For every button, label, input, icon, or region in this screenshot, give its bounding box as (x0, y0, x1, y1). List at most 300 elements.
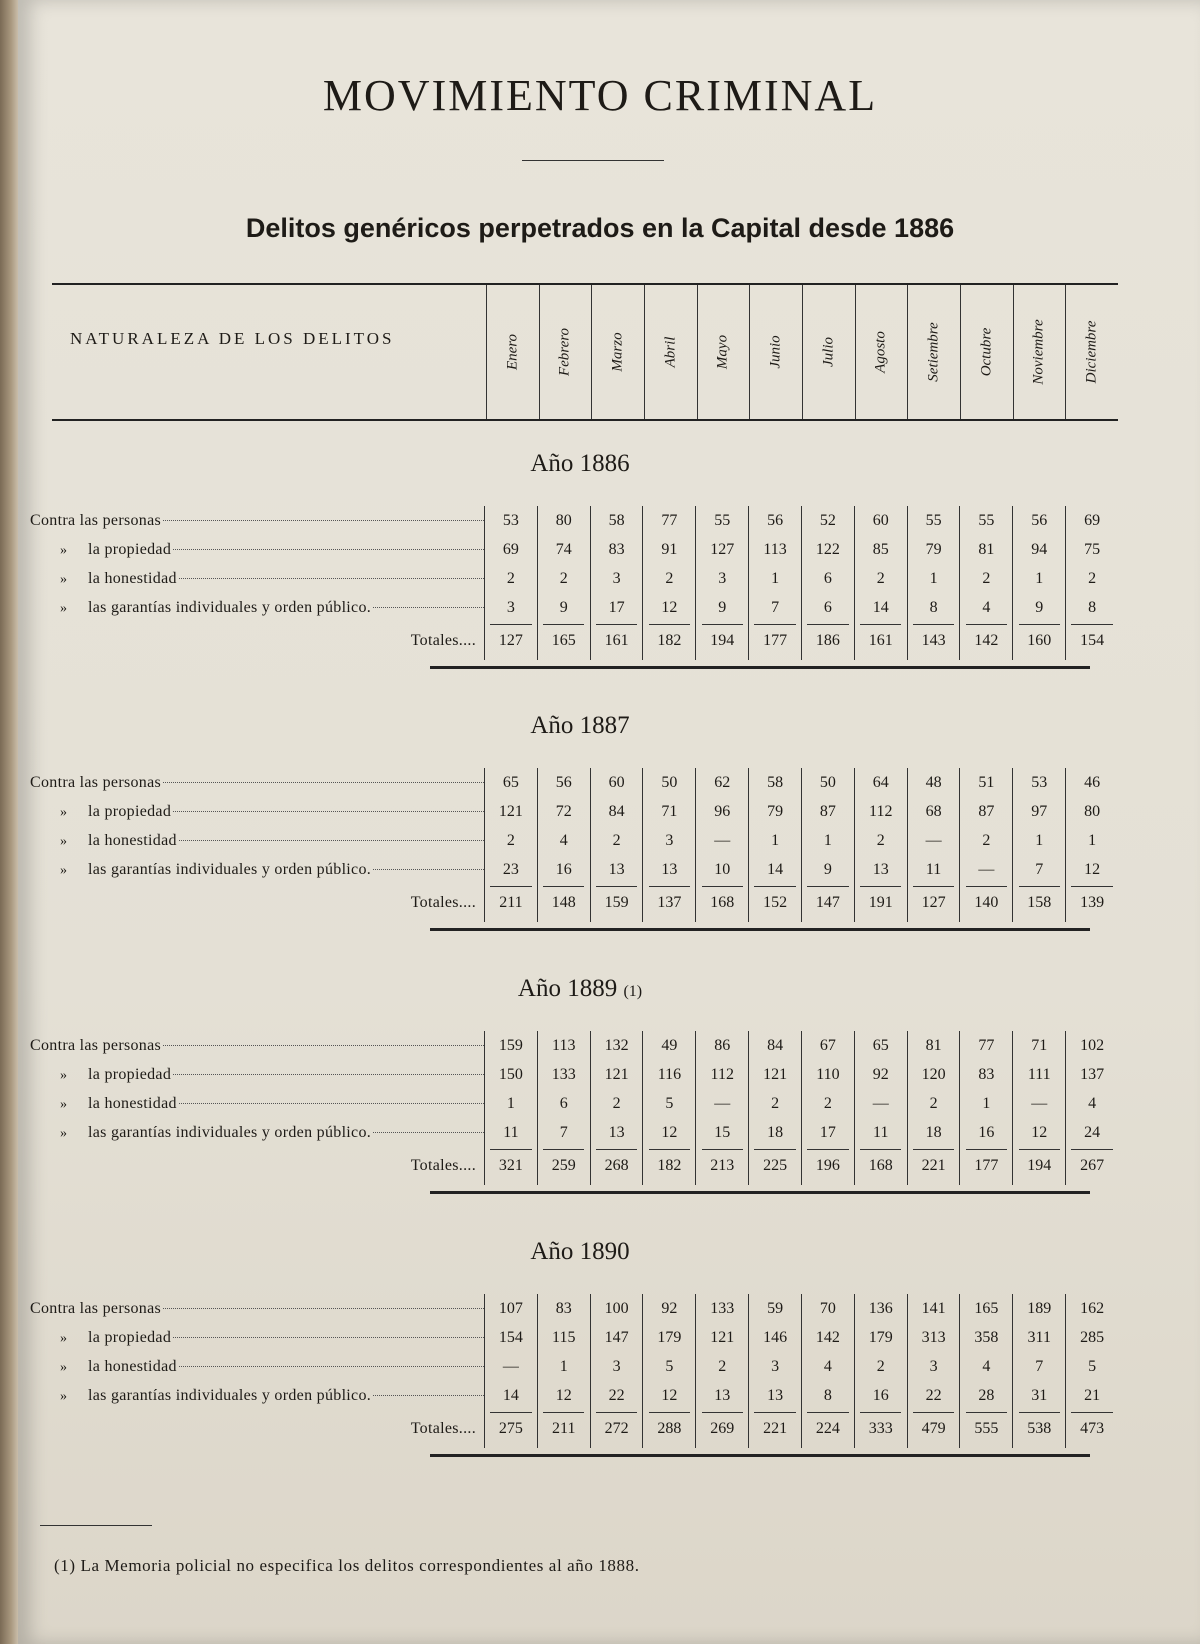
table-cell: 121 (695, 1323, 748, 1352)
table-cell: 24 (1065, 1118, 1118, 1147)
table-cell: 102 (1065, 1031, 1118, 1060)
total-cell: 555 (959, 1410, 1012, 1448)
row-label (30, 1329, 484, 1347)
table-body (30, 506, 1130, 660)
leader-dots (163, 1308, 484, 1309)
month-header: Diciembre (1065, 285, 1118, 419)
table-cell: 68 (907, 797, 960, 826)
table-cell: 313 (907, 1323, 960, 1352)
row-label (30, 1037, 484, 1055)
totals-values (484, 884, 1118, 922)
month-header: Octubre (960, 285, 1013, 419)
month-header: Junio (749, 285, 802, 419)
total-cell: 191 (854, 884, 907, 922)
leader-dots (173, 1337, 484, 1338)
table-cell: 162 (1065, 1294, 1118, 1323)
table-cell: 6 (537, 1089, 590, 1118)
table-cell: 4 (959, 1352, 1012, 1381)
table-cell: 6 (801, 564, 854, 593)
table-cell: 1 (748, 564, 801, 593)
table-cell: 3 (748, 1352, 801, 1381)
total-cell: 154 (1065, 622, 1118, 660)
table-cell: 22 (590, 1381, 643, 1410)
row-label (30, 1387, 484, 1405)
crime-category: la propiedad (88, 1328, 172, 1346)
table-cell: 13 (748, 1381, 801, 1410)
section-end-rule (430, 666, 1090, 669)
crime-category: la honestidad (88, 1094, 177, 1112)
table-cell: 53 (484, 506, 537, 535)
row-values (484, 506, 1118, 535)
total-cell: 168 (854, 1147, 907, 1185)
row-label (30, 541, 484, 559)
table-cell: 122 (801, 535, 854, 564)
table-cell: 77 (959, 1031, 1012, 1060)
table-cell: 71 (1012, 1031, 1065, 1060)
title-divider (522, 160, 664, 161)
table-cell: 4 (1065, 1089, 1118, 1118)
ditto-mark: » (60, 571, 68, 587)
row-values (484, 1352, 1118, 1381)
table-cell: 146 (748, 1323, 801, 1352)
table-cell: 3 (484, 593, 537, 622)
table-cell: 18 (907, 1118, 960, 1147)
ditto-mark: » (60, 1388, 68, 1404)
table-cell: 8 (907, 593, 960, 622)
leader-dots (373, 607, 484, 608)
table-cell: 22 (907, 1381, 960, 1410)
year-heading (30, 975, 1130, 1003)
table-cell: 87 (801, 797, 854, 826)
crime-category: la propiedad (88, 802, 172, 820)
table-cell: 115 (537, 1323, 590, 1352)
row-values (484, 1323, 1118, 1352)
table-row (30, 1352, 1130, 1381)
table-cell: 5 (1065, 1352, 1118, 1381)
total-cell: 182 (642, 1147, 695, 1185)
table-row (30, 826, 1130, 855)
table-cell: 13 (590, 1118, 643, 1147)
total-cell: 213 (695, 1147, 748, 1185)
table-cell: 12 (537, 1381, 590, 1410)
table-cell: 13 (854, 855, 907, 884)
row-label (30, 570, 484, 588)
table-cell: 13 (590, 855, 643, 884)
table-cell: 53 (1012, 768, 1065, 797)
table-row (30, 1060, 1130, 1089)
table-cell: 132 (590, 1031, 643, 1060)
table-cell: 147 (590, 1323, 643, 1352)
crime-category: la propiedad (88, 1065, 172, 1083)
row-label (30, 1358, 484, 1376)
table-cell: 9 (801, 855, 854, 884)
row-values (484, 1118, 1118, 1147)
total-cell: 159 (590, 884, 643, 922)
page-subtitle: Delitos genéricos perpetrados en la Capital desde 1886 (245, 213, 955, 243)
table-cell: 83 (590, 535, 643, 564)
table-cell: 189 (1012, 1294, 1065, 1323)
table-cell: 70 (801, 1294, 854, 1323)
table-cell: 1 (1065, 826, 1118, 855)
row-values (484, 826, 1118, 855)
leader-dots (179, 1103, 484, 1104)
row-values (484, 593, 1118, 622)
year-heading (30, 1238, 1130, 1266)
table-cell: 62 (695, 768, 748, 797)
totals-values (484, 1147, 1118, 1185)
total-cell: 177 (748, 622, 801, 660)
table-cell: 121 (484, 797, 537, 826)
table-cell: 133 (695, 1294, 748, 1323)
crime-category: Contra las personas (30, 773, 162, 791)
month-columns (486, 285, 1118, 419)
row-values (484, 855, 1118, 884)
table-cell: 311 (1012, 1323, 1065, 1352)
table-cell: 15 (695, 1118, 748, 1147)
table-cell: 4 (801, 1352, 854, 1381)
table-cell: 79 (907, 535, 960, 564)
row-values (484, 1060, 1118, 1089)
table-cell: 13 (695, 1381, 748, 1410)
table-cell: 23 (484, 855, 537, 884)
table-cell: 127 (695, 535, 748, 564)
year-note: (1) (623, 983, 643, 1000)
table-cell: 16 (854, 1381, 907, 1410)
crime-category: la propiedad (88, 540, 172, 558)
total-cell: 161 (590, 622, 643, 660)
table-cell: 64 (854, 768, 907, 797)
total-cell: 473 (1065, 1410, 1118, 1448)
table-cell: 97 (1012, 797, 1065, 826)
row-values (484, 564, 1118, 593)
row-label (30, 599, 484, 617)
month-header: Enero (486, 285, 539, 419)
crime-category: la honestidad (88, 1357, 177, 1375)
total-cell: 182 (642, 622, 695, 660)
year-label: Año 1887 (530, 712, 630, 739)
table-cell: 96 (695, 797, 748, 826)
table-cell: 2 (590, 1089, 643, 1118)
table-cell: 80 (1065, 797, 1118, 826)
table-cell: 86 (695, 1031, 748, 1060)
table-cell: 56 (748, 506, 801, 535)
table-cell: 4 (537, 826, 590, 855)
table-cell: 1 (907, 564, 960, 593)
table-cell: — (695, 826, 748, 855)
table-cell: — (907, 826, 960, 855)
total-cell: 259 (537, 1147, 590, 1185)
totals-label: Totales.... (410, 1420, 476, 1437)
table-cell: 83 (959, 1060, 1012, 1089)
total-cell: 160 (1012, 622, 1065, 660)
row-values (484, 535, 1118, 564)
table-cell: 2 (959, 564, 1012, 593)
row-values (484, 1089, 1118, 1118)
row-label (30, 1066, 484, 1084)
table-cell: 358 (959, 1323, 1012, 1352)
crime-category: la honestidad (88, 831, 177, 849)
leader-dots (373, 869, 484, 870)
table-cell: 4 (959, 593, 1012, 622)
leader-dots (179, 1366, 484, 1367)
table-cell: 1 (748, 826, 801, 855)
totals-label: Totales.... (410, 894, 476, 911)
table-cell: — (695, 1089, 748, 1118)
table-cell: — (959, 855, 1012, 884)
ditto-mark: » (60, 862, 68, 878)
table-row (30, 535, 1130, 564)
table-cell: 2 (484, 564, 537, 593)
row-label (30, 832, 484, 850)
table-cell: 56 (537, 768, 590, 797)
table-body (30, 1294, 1130, 1448)
row-label (30, 1124, 484, 1142)
table-cell: 112 (854, 797, 907, 826)
table-cell: 55 (695, 506, 748, 535)
table-cell: 136 (854, 1294, 907, 1323)
table-cell: 87 (959, 797, 1012, 826)
table-cell: 17 (801, 1118, 854, 1147)
table-cell: 69 (1065, 506, 1118, 535)
table-cell: 110 (801, 1060, 854, 1089)
table-cell: 65 (854, 1031, 907, 1060)
table-cell: 12 (1012, 1118, 1065, 1147)
total-cell: 275 (484, 1410, 537, 1448)
crime-category: la honestidad (88, 569, 177, 587)
table-header (52, 283, 1118, 421)
table-row (30, 1031, 1130, 1060)
table-cell: 7 (537, 1118, 590, 1147)
table-cell: 12 (1065, 855, 1118, 884)
table-cell: — (854, 1089, 907, 1118)
year-label: Año 1890 (530, 1238, 630, 1265)
table-cell: 111 (1012, 1060, 1065, 1089)
total-cell: 158 (1012, 884, 1065, 922)
table-cell: 3 (590, 564, 643, 593)
table-cell: 121 (748, 1060, 801, 1089)
page-title: MOVIMIENTO CRIMINAL (322, 71, 878, 120)
leader-dots (373, 1395, 484, 1396)
table-row (30, 1089, 1130, 1118)
table-cell: 92 (642, 1294, 695, 1323)
totals-row (30, 622, 1130, 660)
table-cell: 85 (854, 535, 907, 564)
table-cell: 56 (1012, 506, 1065, 535)
table-cell: 285 (1065, 1323, 1118, 1352)
header-label: NATURALEZA DE LOS DELITOS (70, 329, 395, 348)
total-cell: 221 (748, 1410, 801, 1448)
table-cell: 2 (854, 1352, 907, 1381)
table-cell: 51 (959, 768, 1012, 797)
total-cell: 268 (590, 1147, 643, 1185)
table-cell: 121 (590, 1060, 643, 1089)
crime-category: Contra las personas (30, 511, 162, 529)
crime-category: las garantías individuales y orden público. (88, 1123, 372, 1141)
section-end-rule (430, 928, 1090, 931)
total-cell: 161 (854, 622, 907, 660)
table-cell: 3 (590, 1352, 643, 1381)
table-row (30, 1381, 1130, 1410)
footnote: (1) La Memoria policial no especifica los delitos correspondientes al año 1888. (54, 1556, 640, 1575)
total-cell: 272 (590, 1410, 643, 1448)
total-cell: 333 (854, 1410, 907, 1448)
table-cell: 141 (907, 1294, 960, 1323)
table-cell: 69 (484, 535, 537, 564)
total-cell: 165 (537, 622, 590, 660)
ditto-mark: » (60, 804, 68, 820)
table-cell: 50 (801, 768, 854, 797)
table-cell: 18 (748, 1118, 801, 1147)
table-cell: 60 (854, 506, 907, 535)
table-cell: 2 (854, 564, 907, 593)
table-cell: 28 (959, 1381, 1012, 1410)
leader-dots (373, 1132, 484, 1133)
table-cell: 2 (484, 826, 537, 855)
totals-label: Totales.... (410, 1157, 476, 1174)
section-end-rule (430, 1191, 1090, 1194)
table-cell: 58 (590, 506, 643, 535)
table-cell: 165 (959, 1294, 1012, 1323)
ditto-mark: » (60, 833, 68, 849)
table-cell: 14 (484, 1381, 537, 1410)
ditto-mark: » (60, 1096, 68, 1112)
table-cell: 81 (959, 535, 1012, 564)
month-header: Noviembre (1013, 285, 1066, 419)
crime-category: Contra las personas (30, 1036, 162, 1054)
total-cell: 147 (801, 884, 854, 922)
table-cell: 83 (537, 1294, 590, 1323)
table-cell: 67 (801, 1031, 854, 1060)
total-cell: 148 (537, 884, 590, 922)
row-label (30, 803, 484, 821)
table-cell: 5 (642, 1089, 695, 1118)
table-cell: 6 (801, 593, 854, 622)
total-cell: 142 (959, 622, 1012, 660)
table-cell: 107 (484, 1294, 537, 1323)
total-cell: 196 (801, 1147, 854, 1185)
section-end-rule (430, 1454, 1090, 1457)
table-cell: 77 (642, 506, 695, 535)
table-cell: 2 (959, 826, 1012, 855)
table-cell: 79 (748, 797, 801, 826)
table-cell: 11 (484, 1118, 537, 1147)
total-cell: 139 (1065, 884, 1118, 922)
table-row (30, 1294, 1130, 1323)
leader-dots (163, 782, 484, 783)
table-cell: 2 (642, 564, 695, 593)
totals-values (484, 1410, 1118, 1448)
total-cell: 225 (748, 1147, 801, 1185)
table-cell: 16 (537, 855, 590, 884)
table-cell: 12 (642, 1118, 695, 1147)
table-cell: 84 (748, 1031, 801, 1060)
table-cell: 120 (907, 1060, 960, 1089)
table-cell: 91 (642, 535, 695, 564)
table-cell: 49 (642, 1031, 695, 1060)
year-heading (30, 450, 1130, 478)
month-header: Agosto (855, 285, 908, 419)
month-header: Julio (802, 285, 855, 419)
table-cell: 137 (1065, 1060, 1118, 1089)
table-cell: 21 (1065, 1381, 1118, 1410)
table-cell: 14 (748, 855, 801, 884)
table-cell: 2 (801, 1089, 854, 1118)
table-cell: 133 (537, 1060, 590, 1089)
table-cell: 113 (748, 535, 801, 564)
total-cell: 127 (484, 622, 537, 660)
totals-row (30, 1147, 1130, 1185)
table-cell: 159 (484, 1031, 537, 1060)
total-cell: 186 (801, 622, 854, 660)
ditto-mark: » (60, 1125, 68, 1141)
table-cell: 112 (695, 1060, 748, 1089)
table-cell: 10 (695, 855, 748, 884)
table-row (30, 564, 1130, 593)
table-cell: 179 (642, 1323, 695, 1352)
table-cell: 2 (537, 564, 590, 593)
table-row (30, 1323, 1130, 1352)
table-cell: 12 (642, 1381, 695, 1410)
table-cell: 3 (907, 1352, 960, 1381)
leader-dots (173, 811, 484, 812)
table-cell: 1 (959, 1089, 1012, 1118)
total-cell: 194 (1012, 1147, 1065, 1185)
table-cell: 75 (1065, 535, 1118, 564)
book-spine-edge (0, 0, 18, 1644)
year-label: Año 1886 (530, 450, 630, 477)
ditto-mark: » (60, 1067, 68, 1083)
table-cell: 2 (748, 1089, 801, 1118)
total-cell: 321 (484, 1147, 537, 1185)
total-cell: 288 (642, 1410, 695, 1448)
ditto-mark: » (60, 600, 68, 616)
row-values (484, 797, 1118, 826)
table-cell: 84 (590, 797, 643, 826)
table-cell: 65 (484, 768, 537, 797)
row-label (30, 774, 484, 792)
table-cell: 2 (854, 826, 907, 855)
table-cell: 59 (748, 1294, 801, 1323)
leader-dots (173, 1074, 484, 1075)
total-cell: 224 (801, 1410, 854, 1448)
table-cell: 11 (854, 1118, 907, 1147)
table-cell: 154 (484, 1323, 537, 1352)
total-cell: 479 (907, 1410, 960, 1448)
table-cell: 1 (801, 826, 854, 855)
month-header: Mayo (697, 285, 750, 419)
table-cell: 2 (907, 1089, 960, 1118)
table-cell: 9 (1012, 593, 1065, 622)
total-cell: 194 (695, 622, 748, 660)
month-header: Marzo (591, 285, 644, 419)
table-cell: 2 (1065, 564, 1118, 593)
table-cell: 3 (695, 564, 748, 593)
table-cell: 17 (590, 593, 643, 622)
table-cell: 16 (959, 1118, 1012, 1147)
leader-dots (163, 1045, 484, 1046)
total-cell: 127 (907, 884, 960, 922)
table-cell: 94 (1012, 535, 1065, 564)
table-cell: 179 (854, 1323, 907, 1352)
row-label (30, 512, 484, 530)
crime-category: Contra las personas (30, 1299, 162, 1317)
table-cell: 52 (801, 506, 854, 535)
table-cell: 9 (537, 593, 590, 622)
table-cell: 2 (695, 1352, 748, 1381)
total-cell: 152 (748, 884, 801, 922)
table-cell: 8 (1065, 593, 1118, 622)
table-row (30, 1118, 1130, 1147)
